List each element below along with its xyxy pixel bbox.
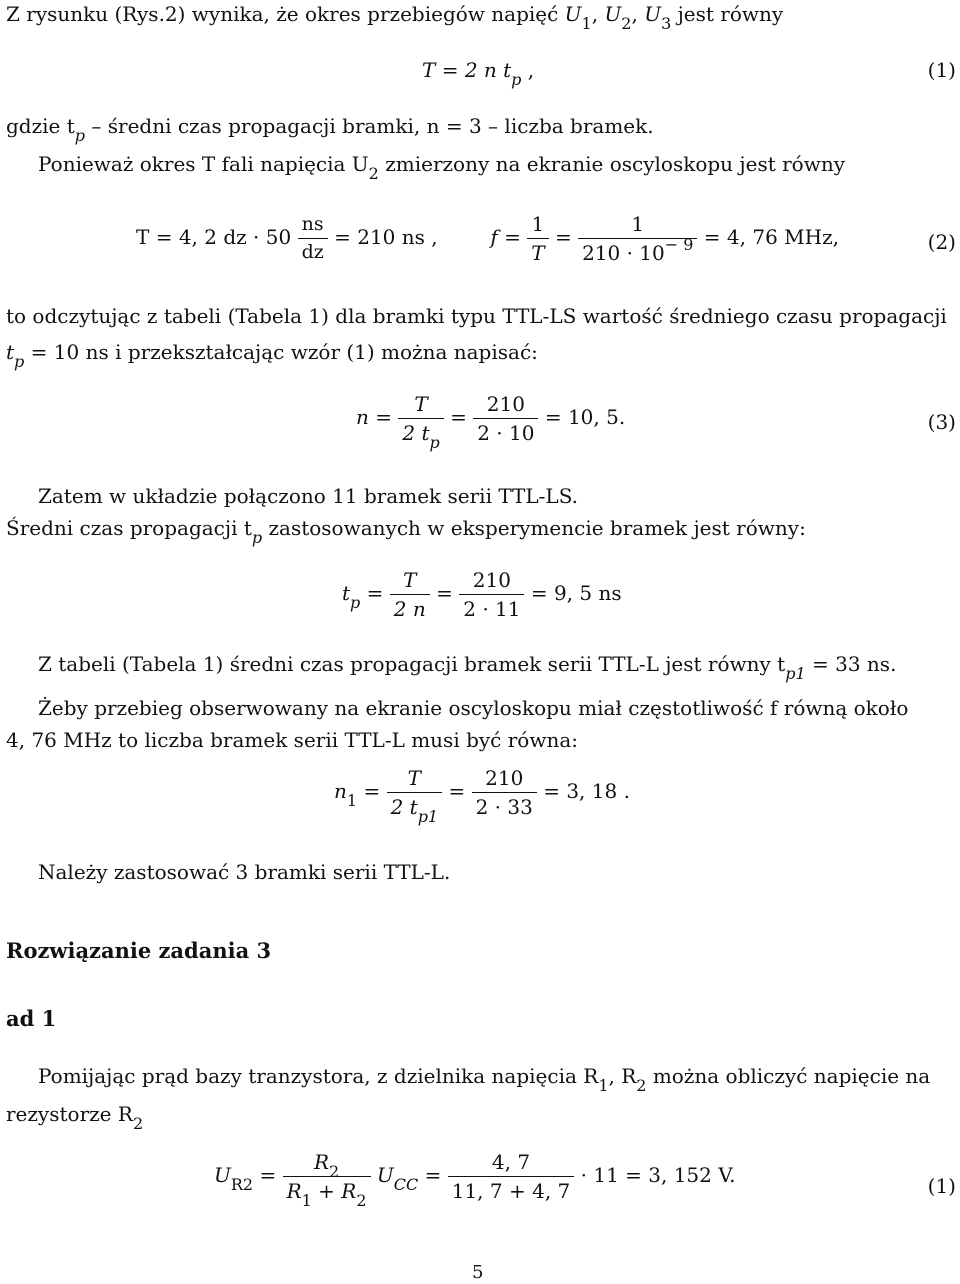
sub: p xyxy=(14,352,25,371)
denominator: 11, 7 + 4, 7 xyxy=(451,1179,571,1203)
paragraph-avg xyxy=(6,516,806,547)
denominator xyxy=(578,235,697,265)
equation-6 xyxy=(214,1150,736,1210)
denominator: dz xyxy=(301,241,324,263)
numerator: 210 xyxy=(472,766,537,793)
sub: 1 xyxy=(346,791,358,810)
paragraph-divider-line2 xyxy=(6,1102,144,1133)
denominator: 2 n xyxy=(393,597,426,621)
denominator: 2 · 33 xyxy=(475,795,533,819)
sub: 2 xyxy=(329,1162,340,1181)
eq-result: = 10, 5. xyxy=(544,405,626,429)
denominator: 2 · 11 xyxy=(463,597,521,621)
text: = 33 ns. xyxy=(805,652,897,676)
equals: = xyxy=(424,1163,442,1187)
text: można obliczyć napięcie na xyxy=(646,1064,931,1088)
sub: 1 xyxy=(301,1191,312,1210)
eq-result: = 9, 5 ns xyxy=(530,581,622,605)
numerator: T xyxy=(398,392,443,419)
var-U: U xyxy=(604,2,622,26)
eq-lhs: n = xyxy=(356,405,392,429)
sub: p xyxy=(350,593,361,612)
fraction-T-2n xyxy=(390,568,430,621)
paragraph-freq-line2: 4, 76 MHz to liczba bramek serii TTL-L musi być równa: xyxy=(6,728,579,752)
fraction-1-T xyxy=(527,212,548,265)
numerator: T xyxy=(387,766,443,793)
section-heading: Rozwiązanie zadania 3 xyxy=(6,938,272,963)
fraction-T-2tp1 xyxy=(387,766,443,826)
eq-result: = 3, 18 . xyxy=(543,779,630,803)
denominator: T xyxy=(531,241,545,265)
eq-lhs: T = 2 n t xyxy=(422,58,512,82)
eq-tail: , xyxy=(527,58,535,82)
paragraph-because xyxy=(38,152,846,183)
equation-2 xyxy=(136,212,839,265)
equals: = xyxy=(259,1163,277,1187)
fraction-T-2tp xyxy=(398,392,443,452)
equation-3 xyxy=(356,392,626,452)
text: gdzie t xyxy=(6,114,75,138)
exponent: − 9 xyxy=(664,235,694,254)
den-text: 2 t xyxy=(390,795,418,819)
var-U: U xyxy=(376,1163,394,1187)
equation-number: (3) xyxy=(927,410,956,434)
var-U: U xyxy=(644,2,662,26)
eq-lhs: U xyxy=(214,1163,231,1187)
eq-result: · 11 = 3, 152 V. xyxy=(580,1163,736,1187)
paragraph-table-line2 xyxy=(6,340,538,371)
numerator: 210 xyxy=(459,568,524,595)
text: jest równy xyxy=(677,2,784,26)
eq-lhs: t xyxy=(342,581,351,605)
sub: p1 xyxy=(417,807,439,826)
sub: 2 xyxy=(368,164,379,183)
num-R: R xyxy=(313,1150,329,1174)
text: = 10 ns i przekształcając wzór (1) można napisać: xyxy=(24,340,538,364)
sub: 2 xyxy=(621,14,632,33)
den-text: 2 t xyxy=(402,421,430,445)
fraction-values xyxy=(448,1150,575,1203)
den-R2: + R xyxy=(311,1179,357,1203)
text: Z rysunku (Rys.2) wynika, że okres przebiegów napięć xyxy=(6,2,559,26)
comma: , xyxy=(631,2,638,26)
equals: = xyxy=(366,581,384,605)
text: zastosowanych w eksperymencie bramek jest równy: xyxy=(262,516,806,540)
fraction-210 xyxy=(473,392,538,445)
sub: CC xyxy=(393,1175,419,1194)
text: zmierzony na ekranie oscyloskopu jest równy xyxy=(378,152,846,176)
sub: R2 xyxy=(230,1175,254,1194)
equation-number: (1) xyxy=(927,58,956,82)
equation-number: (2) xyxy=(927,230,956,254)
sub: 2 xyxy=(636,1076,647,1095)
eq-lhs: n xyxy=(334,779,347,803)
var-t: t xyxy=(6,340,15,364)
fraction-210-22 xyxy=(459,568,524,621)
fraction-ns-dz xyxy=(298,213,328,264)
text: – średni czas propagacji bramki, n = 3 – liczba bramek. xyxy=(85,114,654,138)
paragraph-divider xyxy=(38,1064,931,1095)
sub: 2 xyxy=(356,1191,367,1210)
paragraph-conclusion: Należy zastosować 3 bramki serii TTL-L. xyxy=(38,860,451,884)
text: Średni czas propagacji t xyxy=(6,516,252,540)
denominator: 2 · 10 xyxy=(477,421,535,445)
sub: p xyxy=(511,70,522,89)
paragraph-table: to odczytując z tabeli (Tabela 1) dla bramki typu TTL-LS wartość średniego czasu propagacji xyxy=(6,304,947,328)
equals: = xyxy=(363,779,381,803)
numerator: 210 xyxy=(473,392,538,419)
den-R: R xyxy=(286,1179,302,1203)
page-number: 5 xyxy=(472,1262,484,1283)
text: Z tabeli (Tabela 1) średni czas propagacji bramek serii TTL-L jest równy t xyxy=(38,652,786,676)
eq-part: = 210 ns , xyxy=(334,225,438,249)
denominator xyxy=(387,793,443,826)
sub: p xyxy=(251,528,263,547)
equation-1 xyxy=(422,58,535,89)
paragraph-connected: Zatem w układzie połączono 11 bramek serii TTL-LS. xyxy=(38,484,579,508)
numerator: 1 xyxy=(527,212,548,239)
numerator xyxy=(283,1150,371,1181)
sub: 3 xyxy=(661,14,672,33)
sub: p1 xyxy=(785,664,806,683)
numerator: T xyxy=(390,568,430,595)
equation-4 xyxy=(342,568,622,621)
paragraph-ttl-l xyxy=(38,652,897,683)
numerator: 4, 7 xyxy=(448,1150,575,1177)
numerator: ns xyxy=(298,213,328,239)
equation-5 xyxy=(334,766,630,826)
paragraph-where xyxy=(6,114,654,145)
numerator: 1 xyxy=(578,212,697,239)
eq-result: = 4, 76 MHz, xyxy=(703,225,839,249)
text: Ponieważ okres T fali napięcia U xyxy=(38,152,369,176)
equation-number: (1) xyxy=(927,1174,956,1198)
text: , R xyxy=(608,1064,637,1088)
paragraph-period xyxy=(6,2,784,33)
eq-part: T = 4, 2 dz · 50 xyxy=(136,225,292,249)
subsection-heading: ad 1 xyxy=(6,1006,57,1031)
equals: = xyxy=(448,779,466,803)
fraction-210-66 xyxy=(472,766,537,819)
text: Pomijając prąd bazy tranzystora, z dzielnika napięcia R xyxy=(38,1064,599,1088)
sub: 1 xyxy=(581,14,592,33)
denominator xyxy=(398,419,443,452)
equals: = xyxy=(436,581,453,605)
den-text: 210 · 10 xyxy=(582,241,665,265)
text: rezystorze R xyxy=(6,1102,133,1126)
comma: , xyxy=(591,2,599,26)
sub: p xyxy=(74,126,86,145)
eq-part: f = xyxy=(490,225,521,249)
sub: 2 xyxy=(132,1114,144,1133)
paragraph-freq: Żeby przebieg obserwowany na ekranie oscyloskopu miał częstotliwość f równą około xyxy=(38,696,909,720)
sub: p xyxy=(429,433,440,452)
fraction-1-period xyxy=(578,212,697,265)
fraction-divider xyxy=(283,1150,371,1210)
equals: = xyxy=(450,405,467,429)
sub: 1 xyxy=(598,1076,609,1095)
equals: = xyxy=(554,225,572,249)
denominator xyxy=(283,1177,371,1210)
var-U: U xyxy=(564,2,582,26)
